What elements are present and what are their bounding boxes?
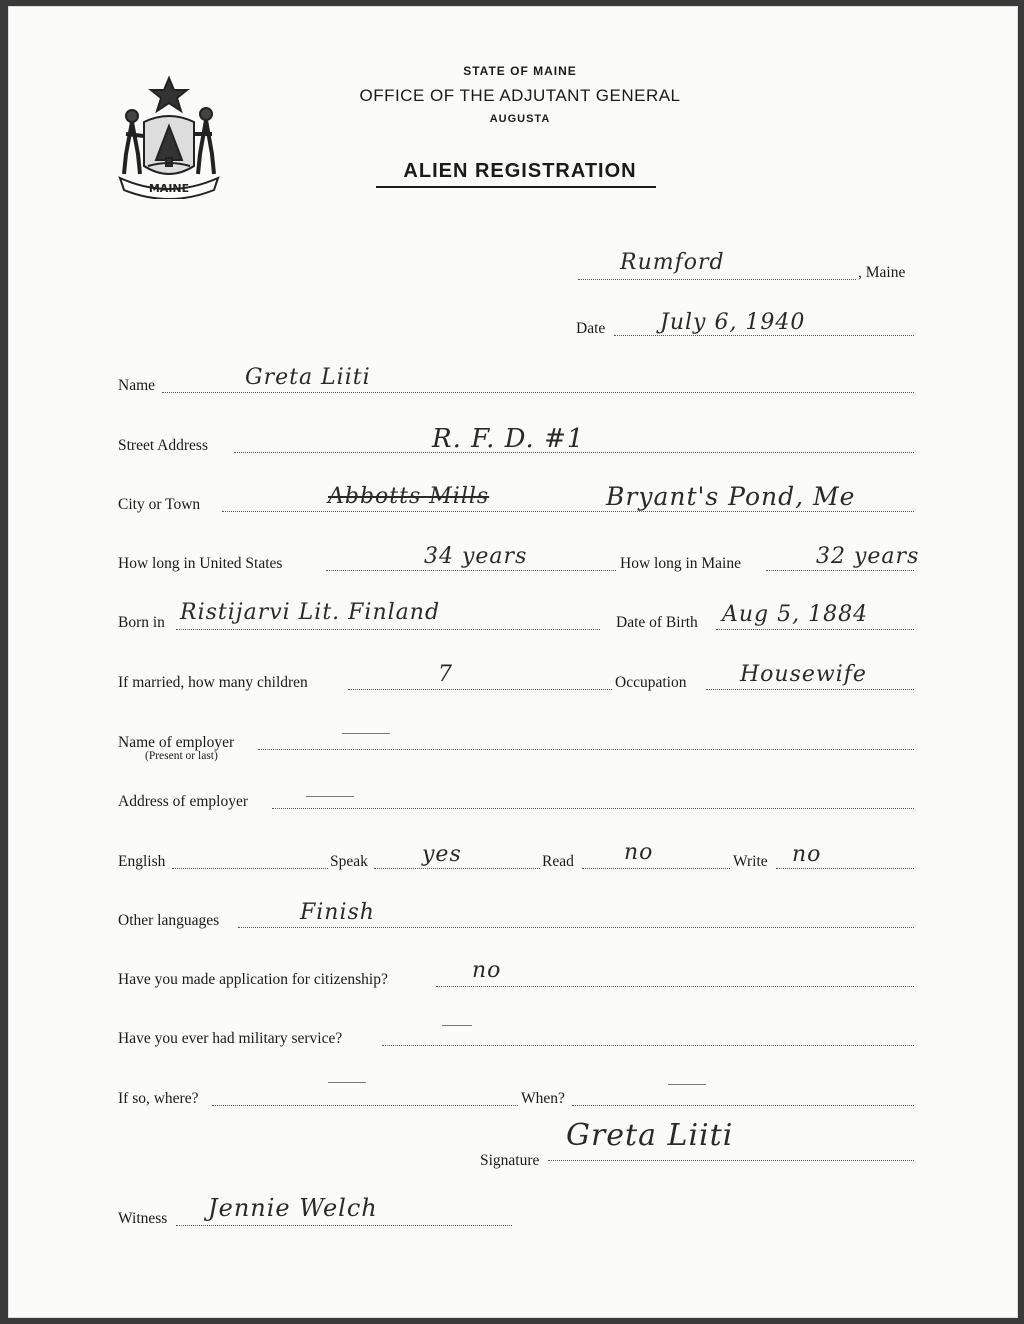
children-label: If married, how many children (118, 674, 308, 691)
employer-address-line (272, 808, 914, 809)
office-heading: OFFICE OF THE ADJUTANT GENERAL (359, 86, 681, 105)
maine-suffix: , Maine (858, 264, 906, 281)
signature-label: Signature (480, 1152, 540, 1169)
how-long-maine-label: How long in Maine (620, 555, 741, 572)
english-label: English (118, 853, 166, 870)
write-line (776, 868, 914, 869)
how-long-us-value[interactable]: 34 years (424, 544, 528, 569)
read-label: Read (542, 853, 574, 870)
write-label: Write (733, 853, 768, 870)
name-value[interactable]: Greta Liiti (245, 365, 371, 390)
state-heading: STATE OF MAINE (463, 64, 577, 78)
citizenship-value[interactable]: no (472, 958, 502, 983)
where-label: If so, where? (118, 1090, 199, 1107)
employer-address-dash (306, 796, 354, 797)
when-dash (668, 1084, 706, 1085)
witness-line (176, 1225, 512, 1226)
how-long-maine-line (766, 570, 914, 571)
title-underline (376, 186, 656, 188)
date-value[interactable]: July 6, 1940 (660, 310, 806, 335)
signature-line (548, 1160, 914, 1161)
date-of-birth-value[interactable]: Aug 5, 1884 (722, 602, 869, 627)
form-title: ALIEN REGISTRATION (403, 160, 637, 182)
born-in-line (176, 629, 600, 630)
where-line (212, 1105, 518, 1106)
military-service-label: Have you ever had military service? (118, 1030, 343, 1047)
born-in-label: Born in (118, 614, 165, 631)
how-long-maine-value[interactable]: 32 years (816, 544, 920, 569)
military-service-dash (442, 1025, 472, 1026)
how-long-us-label: How long in United States (118, 555, 283, 572)
born-in-value[interactable]: Ristijarvi Lit. Finland (180, 600, 441, 625)
speak-value[interactable]: yes (422, 842, 462, 867)
employer-sublabel: (Present or last) (145, 750, 218, 762)
speak-label: Speak (330, 853, 368, 870)
name-label: Name (118, 377, 156, 394)
occupation-line (706, 689, 914, 690)
read-line (582, 868, 730, 869)
name-line (162, 392, 914, 393)
citizenship-line (436, 986, 914, 987)
children-value[interactable]: 7 (438, 662, 453, 687)
other-languages-value[interactable]: Finish (300, 900, 375, 925)
employer-label: Name of employer (118, 734, 235, 751)
place-value[interactable]: Rumford (620, 250, 725, 275)
when-line (572, 1105, 914, 1106)
date-line (614, 335, 914, 336)
children-line (348, 689, 612, 690)
other-languages-label: Other languages (118, 912, 220, 929)
other-languages-line (238, 927, 914, 928)
witness-value[interactable]: Jennie Welch (208, 1194, 378, 1222)
citizenship-label: Have you made application for citizenship? (118, 971, 388, 988)
where-dash (328, 1082, 366, 1083)
occupation-label: Occupation (615, 674, 687, 691)
signature-value[interactable]: Greta Liiti (566, 1118, 734, 1153)
city-town-label: City or Town (118, 496, 201, 513)
date-label: Date (576, 320, 606, 337)
witness-label: Witness (118, 1210, 168, 1227)
occupation-value[interactable]: Housewife (740, 662, 867, 687)
street-address-value[interactable]: R. F. D. #1 (432, 424, 585, 454)
city-town-line (222, 511, 914, 512)
employer-line (258, 749, 914, 750)
street-address-label: Street Address (118, 437, 208, 454)
speak-line (374, 868, 540, 869)
employer-dash (342, 733, 390, 734)
date-of-birth-line (716, 629, 914, 630)
english-line (172, 868, 328, 869)
city-town-value[interactable]: Bryant's Pond, Me (606, 482, 856, 511)
military-service-line (382, 1045, 914, 1046)
write-value[interactable]: no (792, 842, 822, 867)
place-line (578, 279, 856, 280)
employer-address-label: Address of employer (118, 793, 248, 810)
city-heading: AUGUSTA (489, 113, 551, 125)
read-value[interactable]: no (624, 840, 654, 865)
when-label: When? (521, 1090, 565, 1107)
seal-lettering: MAINE (148, 182, 190, 195)
city-struck-value: Abbotts Mills (328, 484, 490, 509)
how-long-us-line (326, 570, 616, 571)
date-of-birth-label: Date of Birth (616, 614, 698, 631)
